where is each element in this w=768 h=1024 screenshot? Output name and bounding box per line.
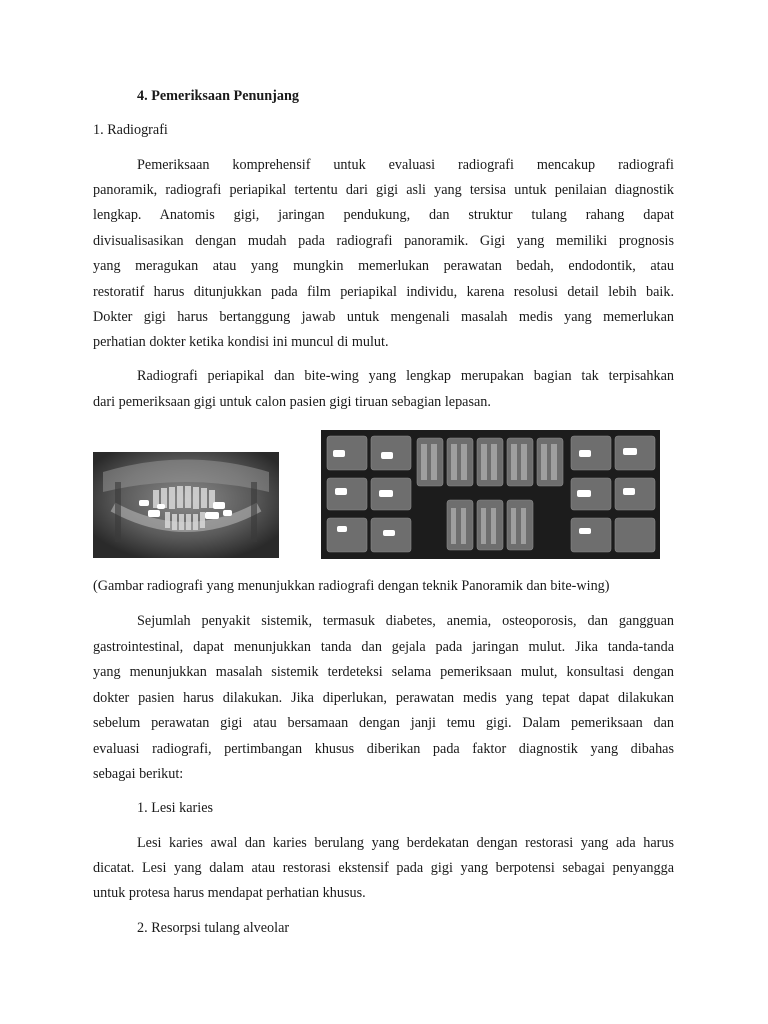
- paragraph-line: untuk protesa harus mendapat perhatian khusus.: [93, 885, 366, 901]
- paragraph-line: dari pemeriksaan gigi untuk calon pasien gigi tiruan sebagian lepasan.: [93, 394, 491, 410]
- paragraph-line: gastrointestinal, dapat menunjukkan tanda dan gejala pada jaringan mulut. Jika tanda-tanda: [93, 639, 674, 655]
- paragraph-line: lengkap. Anatomis gigi, jaringan pendukung, dan struktur tulang rahang dapat: [93, 207, 674, 223]
- paragraph-line: restoratif harus ditunjukkan pada film periapikal individu, karena resolusi detail lebih baik.: [93, 284, 674, 300]
- paragraph-line: sebagai berikut:: [93, 766, 184, 782]
- paragraph-line: perhatian dokter ketika kondisi ini muncul di mulut.: [93, 334, 389, 350]
- subsection-radiografi: 1. Radiografi: [93, 122, 168, 138]
- paragraph-line: yang menunjukkan masalah sistemik terdeteksi selama pemeriksaan mulut, konsultasi dengan: [93, 664, 674, 680]
- paragraph-line: evaluasi radiografi, pertimbangan khusus diberikan pada faktor diagnostik yang dibahas: [93, 741, 674, 757]
- paragraph-line: divisualisasikan dengan mudah pada radiografi panoramik. Gigi yang memiliki prognosis: [93, 233, 674, 249]
- panoramic-radiograph-image: [93, 452, 279, 558]
- paragraph-line: dokter pasien harus dilakukan. Jika diperlukan, perawatan medis yang tepat dapat dilakukan: [93, 690, 674, 706]
- list-item-resorpsi-tulang: 2. Resorpsi tulang alveolar: [137, 920, 290, 936]
- section-heading: 4. Pemeriksaan Penunjang: [137, 88, 299, 104]
- bitewing-radiograph-series-image: [321, 430, 660, 559]
- paragraph-line: Sejumlah penyakit sistemik, termasuk diabetes, anemia, osteoporosis, dan gangguan: [137, 613, 674, 629]
- paragraph-line: panoramik, radiografi periapikal tertentu dari gigi asli yang tersisa untuk penilaian diagnostik: [93, 182, 674, 198]
- list-item-lesi-karies: 1. Lesi karies: [137, 800, 214, 816]
- paragraph-line: Dokter gigi harus bertanggung jawab untuk mengenali masalah medis yang memerlukan: [93, 309, 674, 325]
- paragraph-line: Pemeriksaan komprehensif untuk evaluasi radiografi mencakup radiografi: [137, 157, 674, 173]
- paragraph-line: Radiografi periapikal dan bite-wing yang lengkap merupakan bagian tak terpisahkan: [137, 368, 674, 384]
- paragraph-line: Lesi karies awal dan karies berulang yang berdekatan dengan restorasi yang ada harus: [137, 835, 674, 851]
- paragraph-line: yang meragukan atau yang mungkin memerlukan perawatan bedah, endodontik, atau: [93, 258, 674, 274]
- figure-caption: (Gambar radiografi yang menunjukkan radiografi dengan teknik Panoramik dan bite-wing): [93, 578, 610, 594]
- paragraph-line: dicatat. Lesi yang dalam atau restorasi ekstensif pada gigi yang berpotensi sebagai penyangga: [93, 860, 674, 876]
- paragraph-line: sebelum perawatan gigi atau bersamaan dengan janji temu gigi. Dalam pemeriksaan dan: [93, 715, 674, 731]
